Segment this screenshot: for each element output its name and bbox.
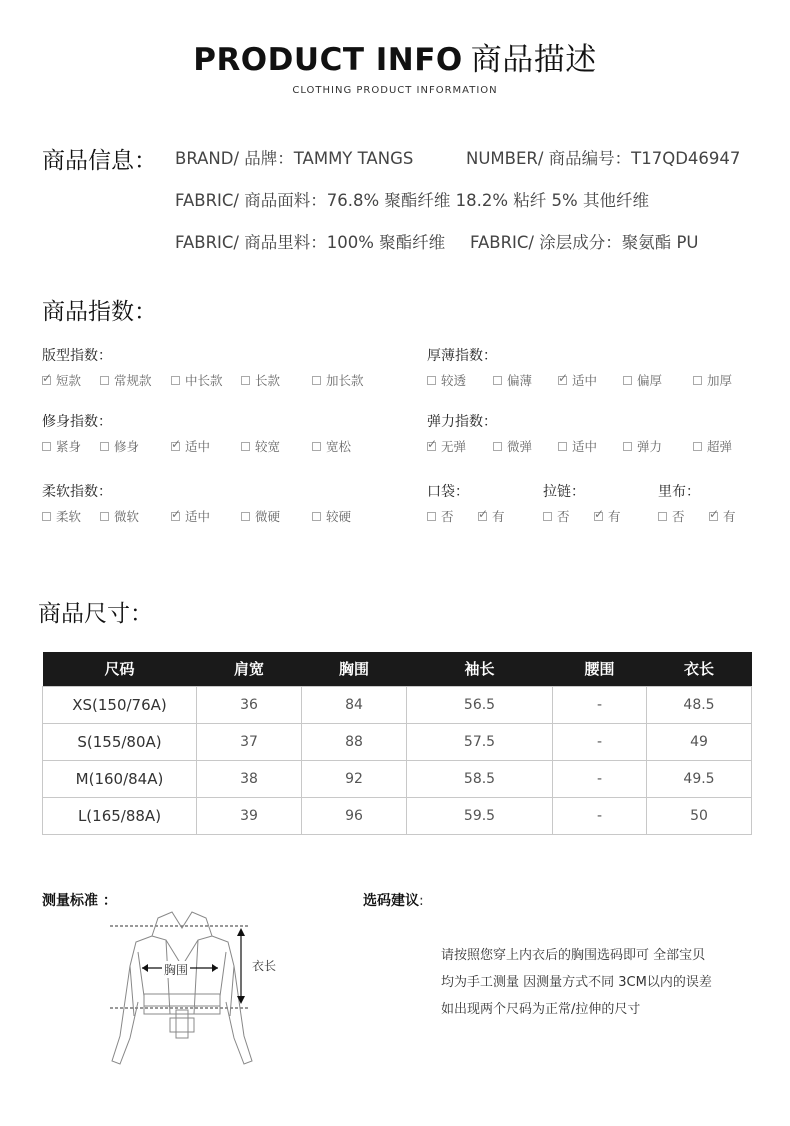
number-info: NUMBER/ 商品编号：T17QD46947: [466, 149, 741, 168]
table-cell: 96: [302, 797, 407, 834]
page-subtitle: CLOTHING PRODUCT INFORMATION: [292, 85, 498, 96]
col-header-waist: 腰围: [553, 652, 647, 686]
index-option-label: 否: [557, 509, 570, 524]
index-group-label: 修身指数：: [42, 414, 112, 430]
index-options: [427, 507, 537, 527]
index-option[interactable]: [241, 437, 280, 455]
checkbox-icon: [241, 512, 250, 521]
index-option[interactable]: [171, 507, 210, 525]
size-table-header-row: [43, 652, 752, 686]
checked-box-icon: [427, 442, 436, 451]
table-cell: 50: [647, 797, 752, 834]
index-option[interactable]: [42, 437, 81, 455]
index-option-label: 偏厚: [637, 373, 663, 388]
table-cell: -: [553, 797, 647, 834]
coating-info: FABRIC/ 涂层成分：聚氨酯 PU: [470, 233, 699, 252]
checked-box-icon: [558, 376, 567, 385]
checkbox-icon: [623, 376, 632, 385]
table-cell: -: [553, 723, 647, 760]
checkbox-icon: [558, 442, 567, 451]
advice-line-2: 均为手工测量 因测量方式不同 3CM以内的误差: [441, 975, 712, 990]
table-cell: 57.5: [407, 723, 553, 760]
checked-box-icon: [709, 512, 718, 521]
checkbox-icon: [693, 442, 702, 451]
checked-box-icon: [478, 512, 487, 521]
index-options: [543, 507, 653, 527]
index-group-label: 厚薄指数：: [427, 348, 497, 364]
table-cell: 36: [197, 686, 302, 723]
index-option-label: 较硬: [326, 509, 352, 524]
index-option-label: 微软: [114, 509, 140, 524]
checkbox-icon: [100, 512, 109, 521]
index-option[interactable]: [312, 507, 351, 525]
index-group-label: 柔软指数：: [42, 484, 112, 500]
index-option[interactable]: [558, 371, 597, 389]
index-option-label: 紧身: [56, 439, 82, 454]
table-row: [43, 723, 752, 760]
brand-info: BRAND/ 品牌：TAMMY TANGS: [175, 149, 414, 168]
checkbox-icon: [493, 376, 502, 385]
col-header-length: 衣长: [647, 652, 752, 686]
index-group: [543, 481, 653, 527]
index-option-label: 短款: [56, 373, 82, 388]
measure-title: 测量标准 ：: [42, 893, 117, 909]
index-option-label: 有: [492, 509, 505, 524]
checkbox-icon: [100, 442, 109, 451]
index-option-label: 有: [608, 509, 621, 524]
advice-title-text: 选码建议: [363, 893, 419, 909]
index-option[interactable]: [241, 507, 280, 525]
index-option-label: 适中: [185, 509, 211, 524]
index-option[interactable]: [100, 371, 152, 389]
checkbox-icon: [42, 512, 51, 521]
checkbox-icon: [312, 376, 321, 385]
index-options: [42, 371, 372, 391]
index-group: [427, 481, 537, 527]
index-option-label: 常规款: [114, 373, 152, 388]
table-cell: 38: [197, 760, 302, 797]
advice-line-1: 请按照您穿上内衣后的胸围选码即可 全部宝贝: [441, 948, 706, 963]
index-section-title: 商品指数：: [42, 299, 157, 325]
index-group-label: 版型指数：: [42, 348, 112, 364]
advice-title-tail: :: [419, 893, 424, 909]
checkbox-icon: [623, 442, 632, 451]
table-cell: 92: [302, 760, 407, 797]
lining-info: FABRIC/ 商品里料：100% 聚酯纤维: [175, 233, 446, 252]
index-options: [658, 507, 768, 527]
index-option[interactable]: [241, 371, 280, 389]
chest-label: 胸围: [164, 963, 189, 977]
index-option-label: 否: [441, 509, 454, 524]
index-option[interactable]: [623, 371, 662, 389]
checkbox-icon: [312, 442, 321, 451]
index-group-label: 口袋：: [427, 484, 469, 500]
table-cell: M(160/84A): [43, 760, 197, 797]
index-option-label: 无弹: [441, 439, 467, 454]
table-cell: 49: [647, 723, 752, 760]
col-header-shoulder: 肩宽: [197, 652, 302, 686]
index-option-label: 偏薄: [507, 373, 533, 388]
index-option[interactable]: [623, 437, 662, 455]
table-cell: 48.5: [647, 686, 752, 723]
table-cell: -: [553, 686, 647, 723]
index-option-label: 宽松: [326, 439, 352, 454]
table-cell: XS(150/76A): [43, 686, 197, 723]
checkbox-icon: [493, 442, 502, 451]
checkbox-icon: [312, 512, 321, 521]
index-option[interactable]: [493, 437, 532, 455]
index-option[interactable]: [100, 437, 139, 455]
checked-box-icon: [171, 442, 180, 451]
title-cn: 商品描述: [470, 42, 597, 78]
checkbox-icon: [171, 376, 180, 385]
size-advice: [441, 942, 712, 1023]
index-option-label: 有: [723, 509, 736, 524]
table-cell: -: [553, 760, 647, 797]
index-option[interactable]: [171, 371, 223, 389]
index-option[interactable]: [100, 507, 139, 525]
col-header-sleeve: 袖长: [407, 652, 553, 686]
table-cell: L(165/88A): [43, 797, 197, 834]
table-row: [43, 686, 752, 723]
col-header-size: 尺码: [43, 652, 197, 686]
index-options: [42, 507, 372, 527]
index-option[interactable]: [42, 507, 81, 525]
table-cell: 88: [302, 723, 407, 760]
checkbox-icon: [693, 376, 702, 385]
index-option-label: 超弹: [707, 439, 733, 454]
index-option[interactable]: [427, 507, 454, 525]
index-option-label: 加长款: [326, 373, 364, 388]
size-table: [42, 652, 752, 835]
index-option[interactable]: [558, 437, 597, 455]
info-section-title: 商品信息：: [42, 148, 157, 174]
table-row: [43, 797, 752, 834]
index-option[interactable]: [42, 371, 81, 389]
index-group: [42, 411, 372, 457]
index-option-label: 微弹: [507, 439, 533, 454]
table-cell: S(155/80A): [43, 723, 197, 760]
length-label: 衣长: [252, 959, 277, 973]
index-option[interactable]: [594, 507, 621, 525]
index-option-label: 适中: [572, 439, 598, 454]
checkbox-icon: [658, 512, 667, 521]
table-cell: 37: [197, 723, 302, 760]
index-options: [427, 437, 757, 457]
title-en: PRODUCT INFO: [193, 42, 463, 78]
index-option[interactable]: [693, 437, 732, 455]
index-option[interactable]: [312, 371, 364, 389]
index-option[interactable]: [543, 507, 570, 525]
index-group-label: 弹力指数：: [427, 414, 497, 430]
index-option-label: 加厚: [707, 373, 733, 388]
index-option[interactable]: [312, 437, 351, 455]
checkbox-icon: [427, 376, 436, 385]
index-option[interactable]: [427, 437, 466, 455]
page-header: [0, 34, 790, 96]
index-option-label: 中长款: [185, 373, 223, 388]
table-cell: 39: [197, 797, 302, 834]
checkbox-icon: [427, 512, 436, 521]
jacket-sketch-icon: [100, 906, 290, 1071]
checked-box-icon: [42, 376, 51, 385]
index-option[interactable]: [658, 507, 685, 525]
col-header-chest: 胸围: [302, 652, 407, 686]
index-option[interactable]: [693, 371, 732, 389]
table-cell: 59.5: [407, 797, 553, 834]
index-group-label: 里布：: [658, 484, 700, 500]
advice-line-3: 如出现两个尺码为正常/拉伸的尺寸: [441, 1002, 641, 1017]
index-group: [42, 481, 372, 527]
index-option-label: 较透: [441, 373, 467, 388]
checkbox-icon: [543, 512, 552, 521]
checkbox-icon: [241, 376, 250, 385]
size-section-title: 商品尺寸：: [38, 601, 153, 627]
table-cell: 58.5: [407, 760, 553, 797]
index-option-label: 微硬: [255, 509, 281, 524]
index-option-label: 修身: [114, 439, 140, 454]
index-group: [658, 481, 768, 527]
index-options: [427, 371, 757, 391]
index-option-label: 弹力: [637, 439, 663, 454]
page-title: [0, 34, 790, 79]
checked-box-icon: [171, 512, 180, 521]
index-option[interactable]: [493, 371, 532, 389]
index-option[interactable]: [478, 507, 505, 525]
index-group: [427, 345, 757, 391]
table-row: [43, 760, 752, 797]
index-group-label: 拉链：: [543, 484, 585, 500]
checked-box-icon: [594, 512, 603, 521]
checkbox-icon: [241, 442, 250, 451]
fabric-info: FABRIC/ 商品面料：76.8% 聚酯纤维 18.2% 粘纤 5% 其他纤维: [175, 191, 649, 210]
table-cell: 49.5: [647, 760, 752, 797]
table-cell: 84: [302, 686, 407, 723]
index-option-label: 否: [672, 509, 685, 524]
index-option-label: 适中: [572, 373, 598, 388]
index-option[interactable]: [427, 371, 466, 389]
measurement-diagram: [100, 906, 290, 1075]
advice-title: [363, 890, 424, 910]
table-cell: 56.5: [407, 686, 553, 723]
index-option-label: 柔软: [56, 509, 82, 524]
index-group: [427, 411, 757, 457]
index-group: [42, 345, 372, 391]
index-option[interactable]: [709, 507, 736, 525]
index-option-label: 长款: [255, 373, 281, 388]
index-option[interactable]: [171, 437, 210, 455]
index-option-label: 较宽: [255, 439, 281, 454]
index-option-label: 适中: [185, 439, 211, 454]
checkbox-icon: [100, 376, 109, 385]
index-options: [42, 437, 372, 457]
checkbox-icon: [42, 442, 51, 451]
